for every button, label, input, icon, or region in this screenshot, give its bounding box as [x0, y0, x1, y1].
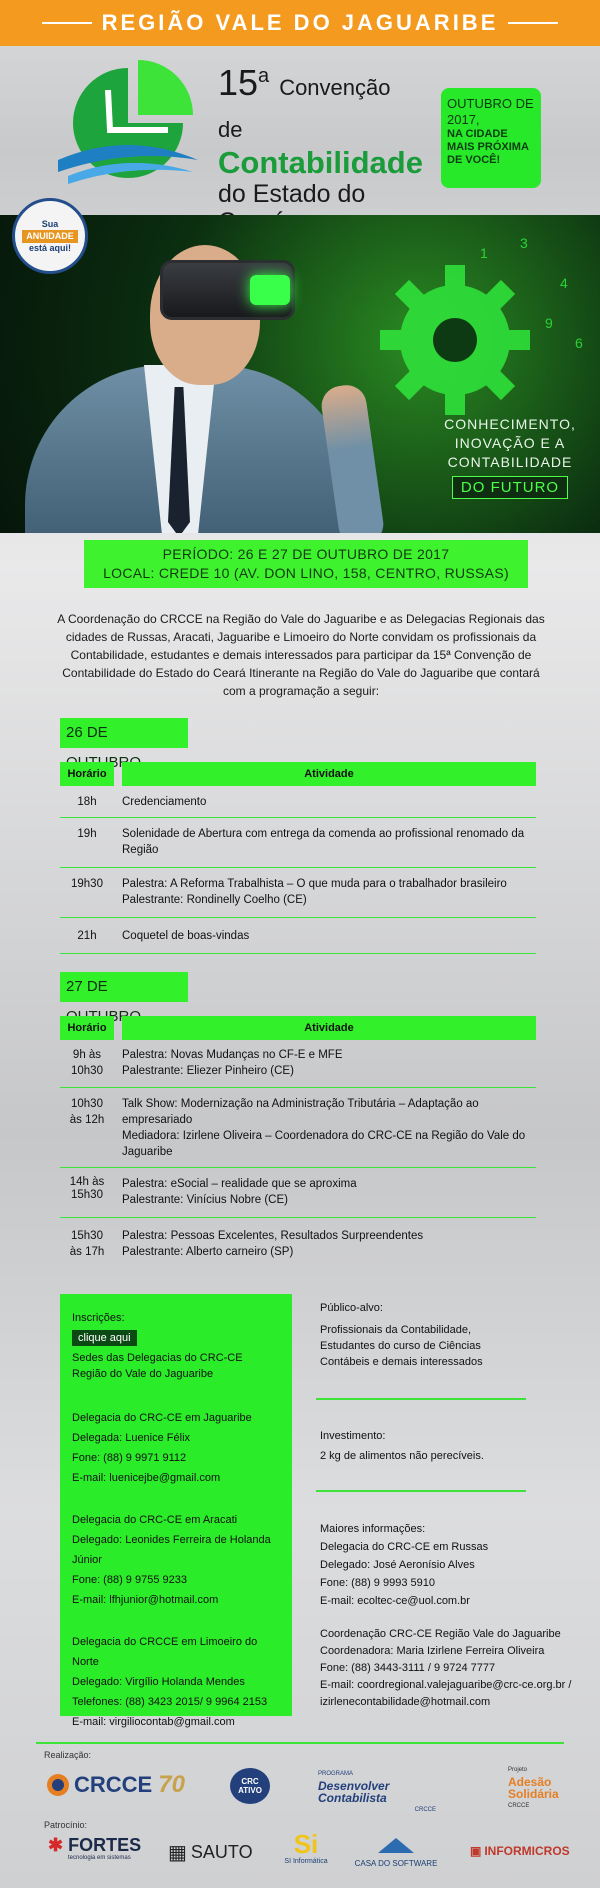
col-activity-header: Atividade	[122, 1016, 536, 1040]
contact-email[interactable]: E-mail: luenicejbe@gmail.com	[72, 1472, 221, 1484]
activity-line: Palestrante: Rondinelly Coelho (CE)	[122, 894, 307, 906]
table-row	[60, 1088, 536, 1168]
fortes-icon: ✱	[48, 1835, 64, 1855]
floating-digit: 6	[575, 335, 583, 351]
table-row	[60, 1168, 536, 1218]
title-line2: Contabilidade	[218, 145, 423, 180]
patrocinio-label: Patrocínio:	[44, 1820, 88, 1830]
vr-lens-glow	[250, 275, 290, 305]
activity-line: Palestra: eSocial – realidade que se aproxima	[122, 1178, 357, 1190]
activity-line: Talk Show: Modernização na Administração Tributária – Adaptação ao	[122, 1098, 479, 1110]
info-section	[320, 1520, 590, 1610]
si-icon: Si	[293, 1829, 319, 1859]
audience-text: Profissionais da Contabilidade, Estudantes do curso de Ciências Contábeis e demais interessados	[320, 1324, 483, 1368]
floating-digit: 1	[480, 245, 488, 261]
col-time-header: Horário	[60, 1016, 114, 1040]
convention-logo-icon	[58, 60, 198, 188]
day1-table-header	[60, 762, 536, 786]
registration-title: Inscrições:	[72, 1312, 125, 1324]
contact-line: Telefones: (88) 3423 2015/ 9 9964 2153	[72, 1696, 268, 1708]
investment-section	[320, 1428, 590, 1464]
day1-table	[60, 762, 536, 954]
crcce-logo-text: CRCCE	[74, 1772, 153, 1797]
gear-icon	[370, 255, 540, 425]
fortes-logo[interactable]	[48, 1836, 141, 1862]
activity-line: Palestrante: Alberto carneiro (SP)	[122, 1246, 294, 1258]
activity-line: Jaguaribe	[122, 1146, 173, 1158]
hero-tagline	[430, 415, 590, 499]
activity-line: Solenidade de Abertura com entrega da comenda ao profissional renomado da	[122, 828, 525, 840]
row-time: 18h	[77, 796, 97, 808]
row-activity	[122, 794, 536, 817]
activity-line: Região	[122, 844, 159, 856]
time-line: 9h às	[72, 1049, 102, 1061]
row-activity	[122, 1228, 536, 1268]
activity-line: Credenciamento	[122, 796, 207, 808]
desenvolver-logo[interactable]	[318, 1768, 436, 1816]
info-line: Delegado: José Aeronísio Alves	[320, 1559, 475, 1571]
table-row	[60, 1218, 536, 1268]
contact-line: Delegacia do CRC-CE em Jaguaribe	[72, 1412, 252, 1424]
table-row	[60, 868, 536, 918]
desenvolver-small2: CRCCE	[414, 1807, 436, 1813]
row-activity	[122, 928, 536, 953]
activity-line: Palestrante: Vinícius Nobre (CE)	[122, 1194, 288, 1206]
activity-line: Coquetel de boas-vindas	[122, 930, 250, 942]
annuity-badge[interactable]	[12, 198, 88, 274]
date-box-month: OUTUBRO DE 2017,	[447, 96, 534, 127]
desenvolver-small: PROGRAMA	[318, 1771, 354, 1777]
coord-email[interactable]: izirlenecontabilidade@hotmail.com	[320, 1696, 491, 1708]
badge-line3: está aqui!	[28, 242, 71, 253]
activity-line: Palestra: Pessoas Excelentes, Resultados Surpreendentes	[122, 1230, 424, 1242]
activity-line: Palestra: Novas Mudanças no CF-E e MFE	[122, 1049, 343, 1061]
badge-line2: ANUIDADE	[22, 230, 78, 243]
period-banner	[84, 540, 528, 588]
badge-line1: Sua	[41, 218, 59, 229]
tagline-line1: CONHECIMENTO,	[444, 416, 576, 432]
row-time	[60, 1176, 114, 1217]
day2-table-header	[60, 1016, 536, 1040]
row-time: 19h30	[71, 878, 103, 890]
casa-software-text: CASA DO SOFTWARE	[354, 1859, 438, 1868]
audience-title: Público-alvo:	[320, 1302, 383, 1314]
time-line: 15h30	[71, 1230, 103, 1242]
row-time: 21h	[77, 930, 97, 942]
crcce-logo[interactable]	[46, 1768, 185, 1802]
info-email[interactable]: E-mail: ecoltec-ce@uol.com.br	[320, 1595, 470, 1607]
registration-panel	[60, 1294, 292, 1728]
day2-heading: 27 DE	[60, 972, 188, 1002]
table-row	[60, 818, 536, 868]
contact-line: Delegado: Virgílio Holanda Mendes	[72, 1676, 245, 1688]
contact-email[interactable]: E-mail: lfhjunior@hotmail.com	[72, 1594, 219, 1606]
informicros-logo[interactable]	[470, 1844, 570, 1858]
banner-right-line	[508, 22, 558, 24]
col-time-header: Horário	[60, 762, 114, 786]
fortes-subtitle: tecnologia em sistemas	[68, 1855, 131, 1861]
day2-table	[60, 1016, 536, 1268]
investment-title: Investimento:	[320, 1430, 386, 1442]
contact-line: Fone: (88) 9 9755 9233	[72, 1574, 187, 1586]
coord-line: Coordenação CRC-CE Região Vale do Jaguaribe	[320, 1628, 561, 1640]
day1-heading: 26 DE	[60, 718, 188, 748]
sauto-logo[interactable]	[168, 1840, 253, 1865]
coord-email[interactable]: E-mail: coordregional.valejaguaribe@crc-ce.org.br /	[320, 1679, 572, 1691]
banner-left-line	[42, 22, 92, 24]
date-box-text: NA CIDADE MAIS PRÓXIMA DE VOCÊ!	[447, 128, 529, 166]
region-title: REGIÃO VALE DO JAGUARIBE	[101, 10, 499, 35]
tagline-line2: INOVAÇÃO E A	[454, 435, 566, 451]
floating-digit: 9	[545, 315, 553, 331]
row-activity	[122, 826, 536, 867]
si-logo[interactable]	[276, 1830, 336, 1865]
table-row	[60, 1040, 536, 1088]
audience-section	[320, 1300, 590, 1370]
time-line: 10h30	[71, 1065, 103, 1077]
registration-sedes: Sedes das Delegacias do CRC-CE Região do Vale do Jaguaribe	[72, 1352, 243, 1380]
contact-line: Delegacia do CRC-CE em Aracati	[72, 1514, 238, 1526]
info-line: Maiores informações:	[320, 1523, 426, 1535]
sauto-icon: ▦	[168, 1842, 187, 1864]
coord-line: Fone: (88) 3443-3111 / 9 9724 7777	[320, 1662, 496, 1674]
floating-digit: 4	[560, 275, 568, 291]
contact-line: Fone: (88) 9 9971 9112	[72, 1452, 187, 1464]
activity-line: empresariado	[122, 1114, 193, 1126]
adesao-small2: CRCCE	[508, 1803, 530, 1809]
informicros-icon: ▣	[470, 1844, 482, 1858]
contact-email[interactable]: E-mail: virgiliocontab@gmail.com	[72, 1716, 235, 1728]
footer-divider	[36, 1742, 564, 1744]
table-row	[60, 786, 536, 818]
col-activity-header: Atividade	[122, 762, 536, 786]
intro-paragraph: A Coordenação do CRCCE na Região do Vale do Jaguaribe e as Delegacias Regionais das cidades de Russas, Aracati, Jaguaribe e Limoeiro do Norte convidam os profissionais da Contabilidade, estudantes e demais interessados para participar da 15ª Convenção de Contabilidade do Estado do Ceará Itinerante na Região do Vale do Jaguaribe que contará com a programação a seguir:	[57, 612, 545, 698]
period-dates: PERÍODO: 26 E 27 DE OUTUBRO DE 2017	[162, 546, 450, 562]
activity-line: Mediadora: Izirlene Oliveira – Coordenadora do CRC-CE na Região do Vale do	[122, 1130, 526, 1142]
row-time	[60, 1228, 114, 1268]
edition-number: 15	[218, 62, 259, 103]
info-line: Fone: (88) 9 9993 5910	[320, 1577, 435, 1589]
tagline-highlight: DO FUTURO	[452, 476, 568, 499]
divider	[316, 1490, 526, 1492]
crcce-icon	[46, 1773, 70, 1797]
time-line: às 17h	[69, 1246, 105, 1258]
divider	[316, 1398, 526, 1400]
casa-software-logo[interactable]	[346, 1836, 446, 1868]
anniversary-70: 70	[158, 1771, 185, 1798]
si-text: SI Informática	[284, 1858, 328, 1865]
time-line: às 12h	[69, 1114, 105, 1126]
sauto-text: SAUTO	[190, 1842, 253, 1862]
casa-software-icon	[376, 1836, 416, 1854]
edition-sup: a	[258, 65, 270, 87]
activity-line: Palestrante: Eliezer Pinheiro (CE)	[122, 1065, 294, 1077]
row-time	[60, 1047, 114, 1087]
contact-line: Delegado: Leonides Ferreira de Holanda Júnior	[72, 1534, 271, 1566]
time-line: 15h30	[71, 1189, 103, 1201]
limoeiro-contact	[72, 1632, 280, 1732]
period-location: LOCAL: CREDE 10 (AV. DON LINO, 158, CENTRO, RUSSAS)	[103, 565, 509, 581]
hero-image	[0, 215, 600, 533]
contact-line: Delegacia do CRCCE em Limoeiro do Norte	[72, 1636, 258, 1668]
investment-text: 2 kg de alimentos não perecíveis.	[320, 1450, 484, 1462]
region-banner	[0, 0, 600, 46]
adesao-small: Projeto	[508, 1767, 528, 1773]
row-time: 19h	[77, 828, 97, 840]
date-box	[441, 88, 541, 188]
title-line3: do Estado do	[218, 180, 366, 208]
row-time	[60, 1096, 114, 1167]
title-line1: Convenção de	[218, 75, 391, 142]
register-button[interactable]: clique aqui	[72, 1330, 137, 1346]
row-activity	[122, 1047, 536, 1087]
activity-line: Palestra: A Reforma Trabalhista – O que muda para o trabalhador brasileiro	[122, 878, 507, 890]
jaguaribe-contact	[72, 1408, 280, 1488]
time-line: 10h30	[71, 1098, 103, 1110]
tagline-line3: CONTABILIDADE	[447, 454, 573, 470]
adesao-text: Adesão Solidária	[508, 1775, 559, 1801]
realizacao-label: Realização:	[44, 1750, 92, 1760]
desenvolver-text: Desenvolver Contabilista	[318, 1779, 390, 1805]
contact-line: Delegada: Luenice Félix	[72, 1432, 191, 1444]
time-line: 14h às	[69, 1176, 105, 1188]
informicros-text: INFORMICROS	[484, 1844, 570, 1858]
row-activity	[122, 1176, 536, 1217]
row-activity	[122, 1096, 536, 1167]
crc-ativo-logo[interactable]: CRC ATIVO	[230, 1768, 270, 1804]
row-activity	[122, 876, 536, 917]
floating-digit: 3	[520, 235, 528, 251]
coord-line: Coordenadora: Maria Izirlene Ferreira Oliveira	[320, 1645, 545, 1657]
coordination-section	[320, 1626, 590, 1711]
info-line: Delegacia do CRC-CE em Russas	[320, 1541, 489, 1553]
fortes-text: FORTES	[68, 1835, 142, 1855]
adesao-logo[interactable]	[472, 1764, 572, 1812]
aracati-contact	[72, 1510, 280, 1610]
table-row	[60, 918, 536, 954]
